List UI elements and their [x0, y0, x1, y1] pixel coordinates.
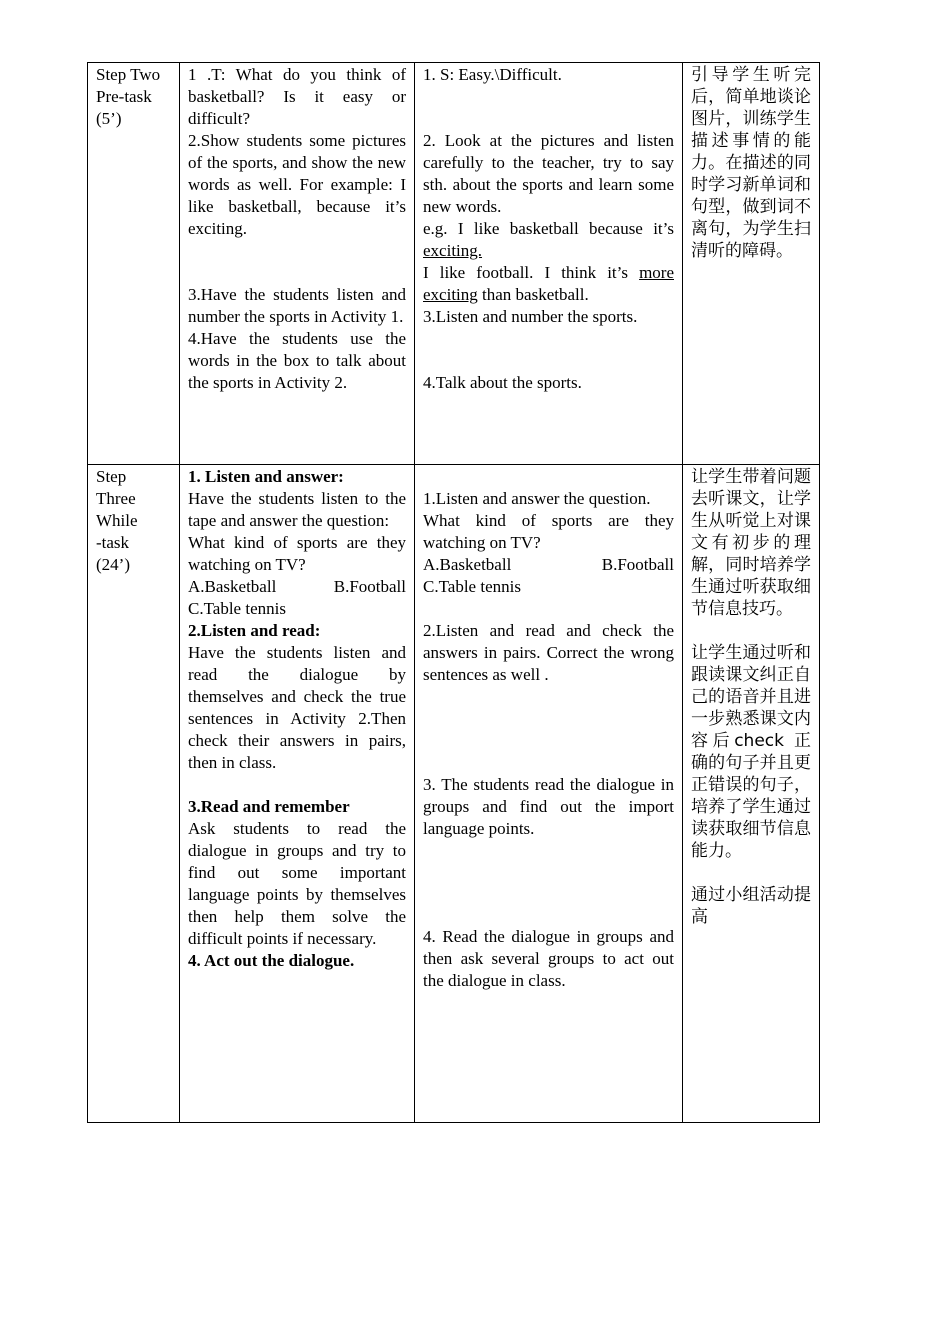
- step-title-cont: Three: [96, 489, 136, 508]
- student-item: 2. Look at the pictures and listen carefully to the teacher, try to say sth. about the sports and learn some new words.: [423, 131, 674, 216]
- step-title: Step Two: [96, 65, 161, 84]
- student-item: 4. Read the dialogue in groups and then ask several groups to act out the dialogue in class.: [423, 927, 674, 990]
- teacher-heading: 4. Act out the dialogue.: [188, 951, 355, 970]
- step-stage-cont: -task: [96, 533, 130, 552]
- step-title: Step: [96, 467, 127, 486]
- teacher-item: 3.Have the students listen and number the sports in Activity 1.: [188, 285, 406, 326]
- teacher-activity-cell: [180, 63, 415, 465]
- teacher-item: 1 .T: What do you think of basketball? Is it easy or difficult?: [188, 65, 406, 128]
- student-activity-cell: [415, 465, 683, 1123]
- purpose-text: 让学生通过听和跟读课文纠正自己的语音并且进一步熟悉课文内容后check 正确的句子并且更正错误的句子，培养了学生通过读获取细节信息能力。: [691, 643, 811, 861]
- step-stage: While: [96, 511, 138, 530]
- teacher-heading: 1. Listen and answer:: [188, 467, 344, 486]
- teacher-item: 4.Have the students use the words in the box to talk about the sports in Activity 2.: [188, 329, 406, 392]
- purpose-text: 让学生带着问题去听课文，让学生从听觉上对课文有初步的理解，同时培养学生通过听获取细节信息技巧。: [691, 467, 811, 619]
- table-row: [88, 63, 820, 465]
- step-stage: Pre-task: [96, 87, 152, 106]
- teacher-item: Ask students to read the dialogue in groups and try to find out some important language points by themselves then help them solve the difficult points if necessary.: [188, 819, 406, 948]
- student-item: 2.Listen and read and check the answers in pairs. Correct the wrong sentences as well .: [423, 621, 674, 684]
- teacher-options: A.Basketball B.Football: [188, 577, 406, 596]
- student-activity-cell: [415, 63, 683, 465]
- teacher-heading: 3.Read and remember: [188, 797, 350, 816]
- teacher-heading: 2.Listen and read:: [188, 621, 321, 640]
- teacher-item: Have the students listen and read the dialogue by themselves and check the true sentences in Activity 2.Then check their answers in pairs, then in class.: [188, 643, 406, 772]
- step-cell: [88, 63, 180, 465]
- teacher-question: What kind of sports are they watching on TV?: [188, 533, 406, 574]
- step-duration: (24’): [96, 555, 130, 574]
- step-duration: (5’): [96, 109, 122, 128]
- teacher-item: 2.Show students some pictures of the sports, and show the new words as well. For example: I like basketball, because it’s exciting.: [188, 131, 406, 238]
- purpose-cell: [683, 63, 820, 465]
- student-item: e.g. I like basketball because it’s exciting.: [423, 219, 674, 260]
- student-options: A.Basketball B.Football: [423, 555, 674, 574]
- student-item: 1. S: Easy.\Difficult.: [423, 65, 562, 84]
- student-item: 1.Listen and answer the question.: [423, 489, 651, 508]
- purpose-text: 引导学生听完后，简单地谈论图片，训练学生描述事情的能力。在描述的同时学习新单词和句型，做到词不离句，为学生扫清听的障碍。: [691, 65, 811, 261]
- table-row: [88, 465, 820, 1123]
- teacher-item: Have the students listen to the tape and answer the question:: [188, 489, 406, 530]
- purpose-text: 通过小组活动提高: [691, 885, 811, 927]
- student-question: What kind of sports are they watching on TV?: [423, 511, 674, 552]
- student-item: 3.Listen and number the sports.: [423, 307, 638, 326]
- lesson-plan-table: [87, 62, 820, 1123]
- student-item: 3. The students read the dialogue in groups and find out the import language points.: [423, 775, 674, 838]
- student-option: C.Table tennis: [423, 577, 521, 596]
- student-item: 4.Talk about the sports.: [423, 373, 582, 392]
- purpose-cell: [683, 465, 820, 1123]
- teacher-activity-cell: [180, 465, 415, 1123]
- student-item: I like football. I think it’s more exciting than basketball.: [423, 263, 674, 304]
- step-cell: [88, 465, 180, 1123]
- teacher-option: C.Table tennis: [188, 599, 286, 618]
